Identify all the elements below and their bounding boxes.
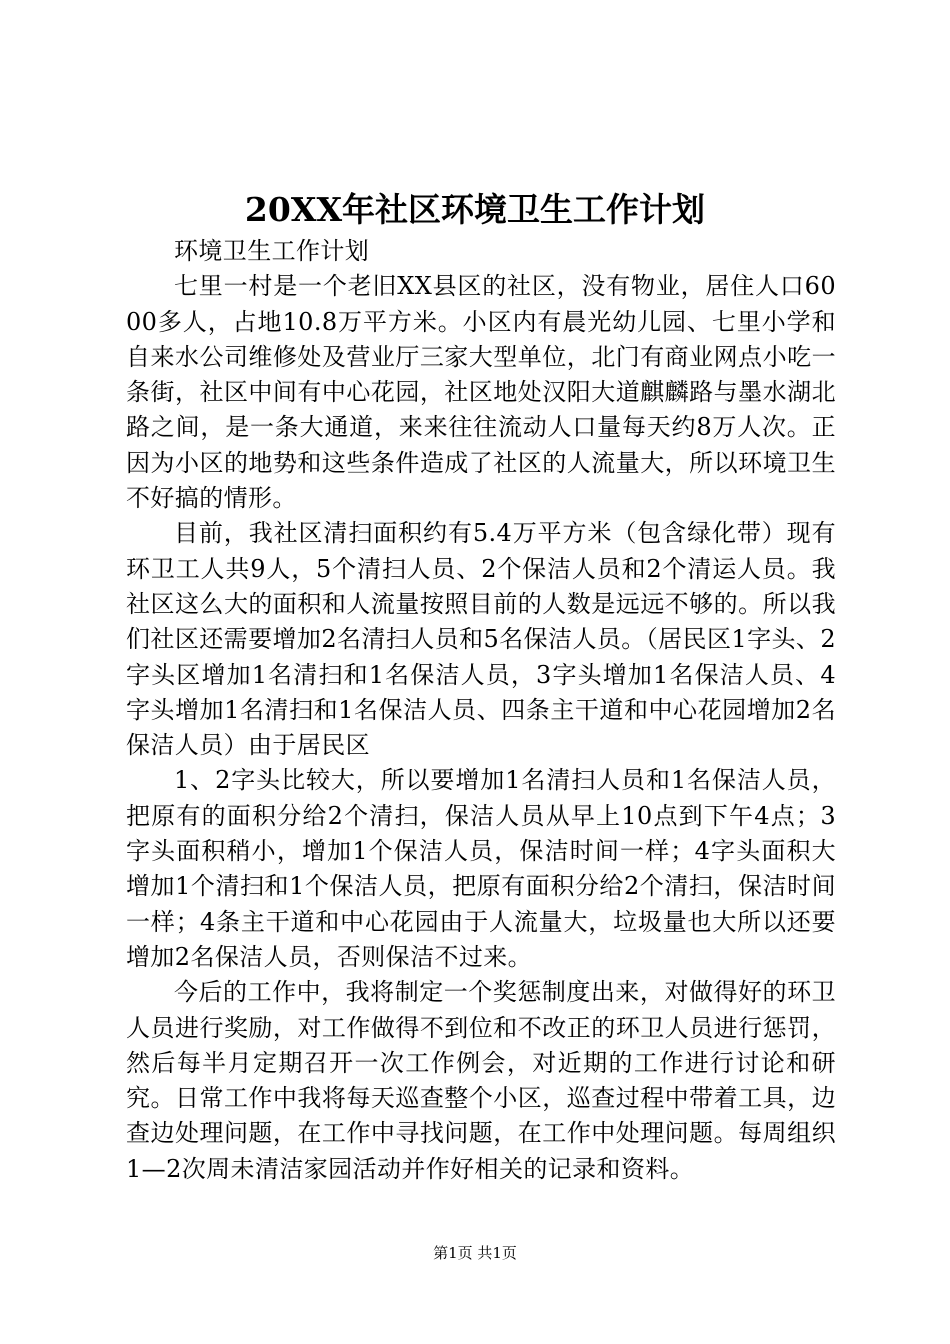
paragraph-community-overview: 七里一村是一个老旧XX县区的社区，没有物业，居住人口6000多人，占地10.8万平方米。小区内有晨光幼儿园、七里小学和自来水公司维修处及营业厅三家大型单位，北门有商业网点小吃一条街，社区中间有中心花园，社区地处汉阳大道麒麟路与墨水湖北路之间，是一条大通道，来来往往流动人口量每天约8万人次。正因为小区的地势和这些条件造成了社区的人流量大，所以环境卫生不好搞的情形。 xyxy=(126,272,836,513)
paragraph-current-staffing: 目前，我社区清扫面积约有5.4万平方米（包含绿化带）现有环卫工人共9人，5个清扫人员、2个保洁人员和2个清运人员。我社区这么大的面积和人流量按照目前的人数是远远不够的。所以我们社区还需要增加2名清扫人员和5名保洁人员。（居民区1字头、2字头区增加1名清扫和1名保洁人员，3字头增加1名保洁人员、4字头增加1名清扫和1名保洁人员、四条主干道和中心花园增加2名保洁人员）由于居民区 xyxy=(126,519,836,760)
document-title: 20XX年社区环境卫生工作计划 xyxy=(244,190,706,229)
paragraph-future-work: 今后的工作中，我将制定一个奖惩制度出来，对做得好的环卫人员进行奖励，对工作做得不到位和不改正的环卫人员进行惩罚，然后每半月定期召开一次工作例会，对近期的工作进行讨论和研究。日常工作中我将每天巡查整个小区，巡查过程中带着工具，边查边处理问题，在工作中寻找问题，在工作中处理问题。每周组织1—2次周未清洁家园活动并作好相关的记录和资料。 xyxy=(126,978,836,1183)
paragraph-staff-allocation: 1、2字头比较大，所以要增加1名清扫人员和1名保洁人员，把原有的面积分给2个清扫，保洁人员从早上10点到下午4点；3字头面积稍小，增加1个保洁人员，保洁时间一样；4字头面积大增加1个清扫和1个保洁人员，把原有面积分给2个清扫，保洁时间一样；4条主干道和中心花园由于人流量大，垃圾量也大所以还要增加2名保洁人员，否则保洁不过来。 xyxy=(126,766,836,971)
page-number-footer: 第1页 共1页 xyxy=(433,1244,517,1262)
document-body xyxy=(126,234,836,1187)
paragraph-subtitle: 环境卫生工作计划 xyxy=(174,237,370,265)
